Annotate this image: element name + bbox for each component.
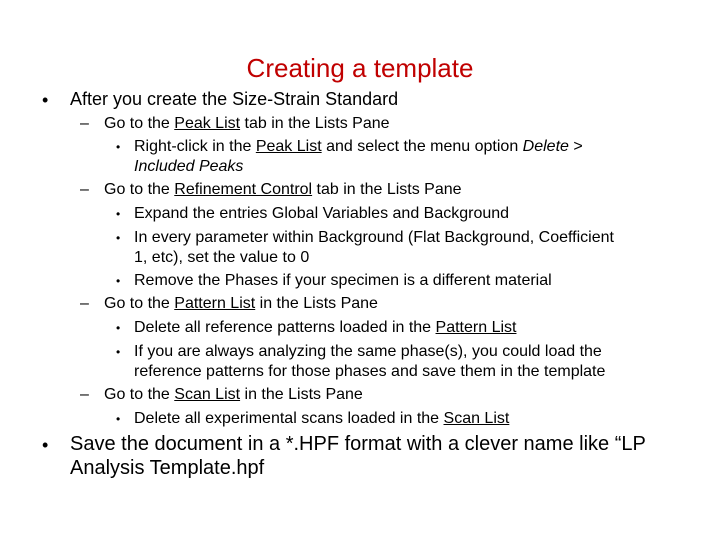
text: Go to the <box>104 115 175 132</box>
sub-sub-bullet-dot: • <box>116 207 121 221</box>
pattern-list-link: Pattern List <box>174 295 256 312</box>
sub-bullet-dash: – <box>80 115 89 132</box>
text: Go to the <box>104 295 175 312</box>
text: Delete all experimental scans loaded in the <box>134 410 444 427</box>
sub-item-refinement-control <box>104 180 462 200</box>
sub-sub-item-background-params: In every parameter within Background (Flat Background, Coefficient <box>134 229 614 246</box>
text: Delete all reference patterns loaded in the <box>134 319 436 336</box>
text: Go to the <box>104 386 175 403</box>
text: and select the menu option <box>321 138 523 155</box>
sub-sub-item-right-click <box>134 137 583 157</box>
peak-list-link: Peak List <box>174 115 241 132</box>
peak-list-link: Peak List <box>255 138 322 155</box>
slide-title: Creating a template <box>246 53 474 83</box>
sub-bullet-dash: – <box>80 295 89 312</box>
sub-sub-item-background-params-cont: 1, etc), set the value to 0 <box>134 249 310 266</box>
sub-bullet-dash: – <box>80 181 89 198</box>
sub-item-peak-list <box>104 114 390 134</box>
text: tab in the Lists Pane <box>240 115 390 132</box>
sub-sub-item-remove-phases: Remove the Phases if your specimen is a different material <box>134 272 552 289</box>
bullet-save-document-cont: Analysis Template.hpf <box>70 457 265 479</box>
sub-sub-item-delete-patterns <box>134 318 516 338</box>
sub-item-scan-list <box>104 385 363 405</box>
sub-sub-bullet-dot: • <box>116 345 121 359</box>
sub-sub-bullet-dot: • <box>116 231 121 245</box>
bullet-dot: • <box>42 90 49 110</box>
scan-list-link: Scan List <box>443 410 510 427</box>
text: Go to the <box>104 181 175 198</box>
scan-list-link: Scan List <box>174 386 241 403</box>
text: Right-click in the <box>134 138 256 155</box>
text: in the Lists Pane <box>255 295 378 312</box>
refinement-control-link: Refinement Control <box>174 181 313 198</box>
sub-sub-item-delete-scans <box>134 409 509 429</box>
sub-bullet-dash: – <box>80 386 89 403</box>
text: tab in the Lists Pane <box>312 181 462 198</box>
text: in the Lists Pane <box>240 386 363 403</box>
sub-sub-item-same-phases-cont: reference patterns for those phases and save them in the template <box>134 363 606 380</box>
pattern-list-link: Pattern List <box>435 319 517 336</box>
sub-sub-item-same-phases: If you are always analyzing the same phase(s), you could load the <box>134 343 602 360</box>
sub-item-pattern-list <box>104 294 378 314</box>
menu-option-included-peaks: Included Peaks <box>134 158 244 175</box>
bullet-after-create-standard: After you create the Size-Strain Standard <box>70 89 399 109</box>
menu-option-delete: Delete <box>522 138 569 155</box>
text: > <box>568 138 583 155</box>
bullet-dot: • <box>42 435 49 455</box>
sub-sub-bullet-dot: • <box>116 412 121 426</box>
sub-sub-bullet-dot: • <box>116 321 121 335</box>
sub-sub-bullet-dot: • <box>116 140 121 154</box>
bullet-save-document: Save the document in a *.HPF format with a clever name like “LP <box>70 433 646 455</box>
sub-sub-bullet-dot: • <box>116 274 121 288</box>
sub-sub-item-expand-entries: Expand the entries Global Variables and Background <box>134 205 510 222</box>
